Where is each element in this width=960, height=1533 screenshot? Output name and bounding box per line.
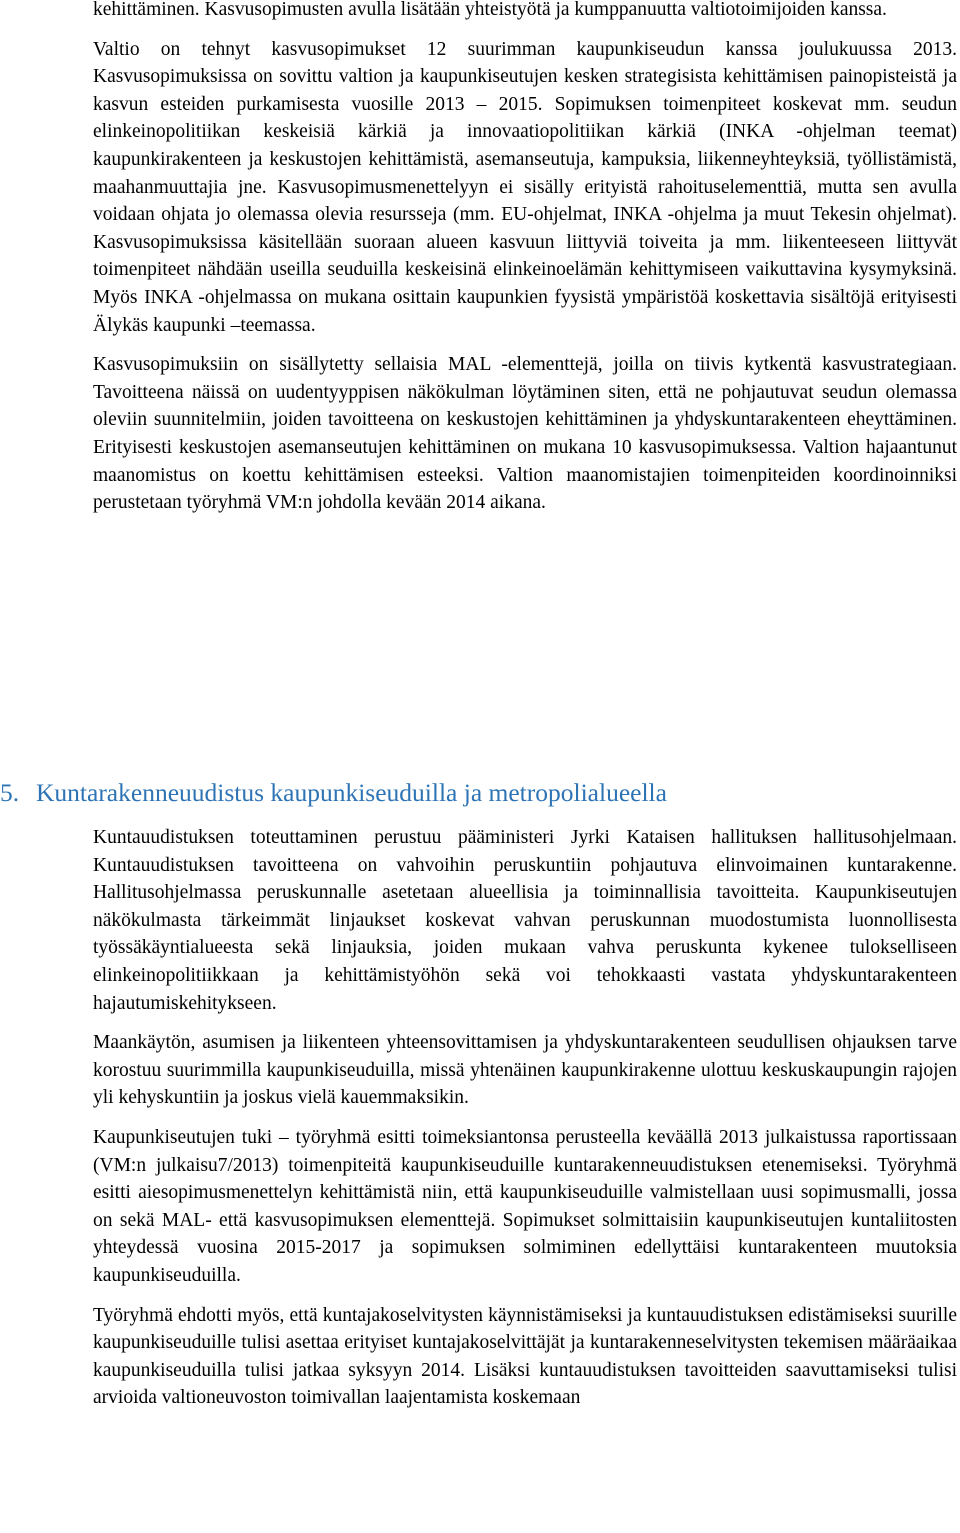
paragraph-ehdotus: Työryhmä ehdotti myös, että kuntajakoselvitysten käynnistämiseksi ja kuntauudistuksen edistämiseksi suurille kaupunkiseuduille tulisi asettaa erityiset kuntajakoselvittäjät ja kuntarakenneselvitysten tekemisen määräaikaa kaupunkiseuduilla tulisi jatkaa syksyyn 2014. Lisäksi kuntauudistuksen tavoitteiden saavuttamiseksi tulisi arvioida valtioneuvoston toimivallan laajentamista koskemaan (93, 1304, 957, 1409)
section-number: 5. (0, 778, 20, 807)
paragraph-continuation: kehittäminen. Kasvusopimusten avulla lisätään yhteistyötä ja kumppanuutta valtiotoimijoiden kanssa. (93, 0, 887, 20)
paragraph-tyoryhma: Kaupunkiseutujen tuki – työryhmä esitti toimeksiantonsa perusteella keväällä 2013 julkaistussa raportissaan (VM:n julkaisu7/2013) toimenpiteitä kaupunkiseuduille kuntarakenneuudistuksen etenemiseksi. Työryhmä esitti aiesopimusmenettelyn kehittämistä niin, että kaupunkiseuduille valmistellaan uusi sopimusmalli, jossa on sekä MAL- että kasvusopimuksen elementtejä. Sopimukset solmittaisiin kaupunkiseutujen kuntaliitosten yhteydessä vuosina 2015-2017 ja sopimuksen solmiminen edellyttäisi kuntarakenteen muutoksia kaupunkiseuduilla. (93, 1126, 957, 1286)
section-title: Kuntarakenneuudistus kaupunkiseuduilla ja metropolialueella (36, 778, 667, 807)
section-1 (93, 0, 957, 517)
section-heading (0, 777, 900, 809)
section-2 (93, 824, 957, 1412)
paragraph-kuntauudistus: Kuntauudistuksen toteuttaminen perustuu pääministeri Jyrki Kataisen hallituksen hallitusohjelmaan. Kuntauudistuksen tavoitteena on vahvoihin peruskuntiin pohjautuva elinvoimainen kuntarakenne. Hallitusohjelmassa peruskunnalle asetetaan alueellisia ja toiminnallisia tavoitteita. Kaupunkiseutujen näkökulmasta tärkeimmät linjaukset koskevat vahvan peruskunnan muodostumista luonnollisesta työssäkäyntialueesta sekä linjauksia, joiden mukaan vahva peruskunta kykenee tulokselliseen elinkeinopolitiikkaan ja kehittämistyöhön sekä voi tehokkaasti vastata yhdyskuntarakenteen hajautumiskehitykseen. (93, 827, 957, 1014)
paragraph-maankaytto: Maankäytön, asumisen ja liikenteen yhteensovittamisen ja yhdyskuntarakenteen seudullisen ohjauksen tarve korostuu suurimmilla kaupunkiseuduilla, missä yhtenäinen kaupunkirakenne ulottuu keskuskaupungin rajojen yli kehyskuntiin ja joskus vielä kauemmaksikin. (93, 1032, 957, 1109)
paragraph-mal-elementit: Kasvusopimuksiin on sisällytetty sellaisia MAL -elementtejä, joilla on tiivis kytkentä kasvustrategiaan. Tavoitteena näissä on uudentyyppisen näkökulman löytäminen siten, että ne pohjautuvat seudun olemassa oleviin suunnitelmiin, joiden tavoitteena on keskustojen kehittäminen ja yhdyskuntarakenteen eheyttäminen. Erityisesti keskustojen asemanseutujen kehittäminen on mukana 10 kasvusopimuksessa. Valtion hajaantunut maanomistus on koettu kehittämisen esteeksi. Valtion maanomistajien toimenpiteiden koordinoinniksi perustetaan työryhmä VM:n johdolla kevään 2014 aikana. (93, 354, 957, 514)
paragraph-kasvusopimukset: Valtio on tehnyt kasvusopimukset 12 suurimman kaupunkiseudun kanssa joulukuussa 2013. Kasvusopimuksissa on sovittu valtion ja kaupunkiseutujen kesken strategisista kehittämisen painopisteistä ja kasvun esteiden purkamisesta vuosille 2013 – 2015. Sopimuksen toimenpiteet koskevat mm. seudun elinkeinopolitiikan keskeisiä kärkiä ja innovaatiopolitiikan kärkiä (INKA -ohjelman teemat) kaupunkirakenteen ja keskustojen kehittämistä, asemanseutuja, kampuksia, liikenneyhteyksiä, työllistämistä, maahanmuuttajia jne. Kasvusopimusmenettelyyn ei sisälly erityistä rahoituselementtiä, mutta sen avulla voidaan ohjata jo olemassa olevia resursseja (mm. EU-ohjelmat, INKA -ohjelma ja muut Tekesin ohjelmat). Kasvusopimuksissa käsitellään suoraan alueen kasvuun liittyviä toiveita ja mm. liikenteeseen liittyvät toimenpiteet nähdään useilla seuduilla keskeisinä elinkeinoelämän kehittymiseen vaikuttavina kysymyksinä. Myös INKA -ohjelmassa on mukana osittain kaupunkien fyysistä ympäristöä koskettavia sisältöjä erityisesti Älykäs kaupunki –teemassa. (93, 38, 957, 336)
